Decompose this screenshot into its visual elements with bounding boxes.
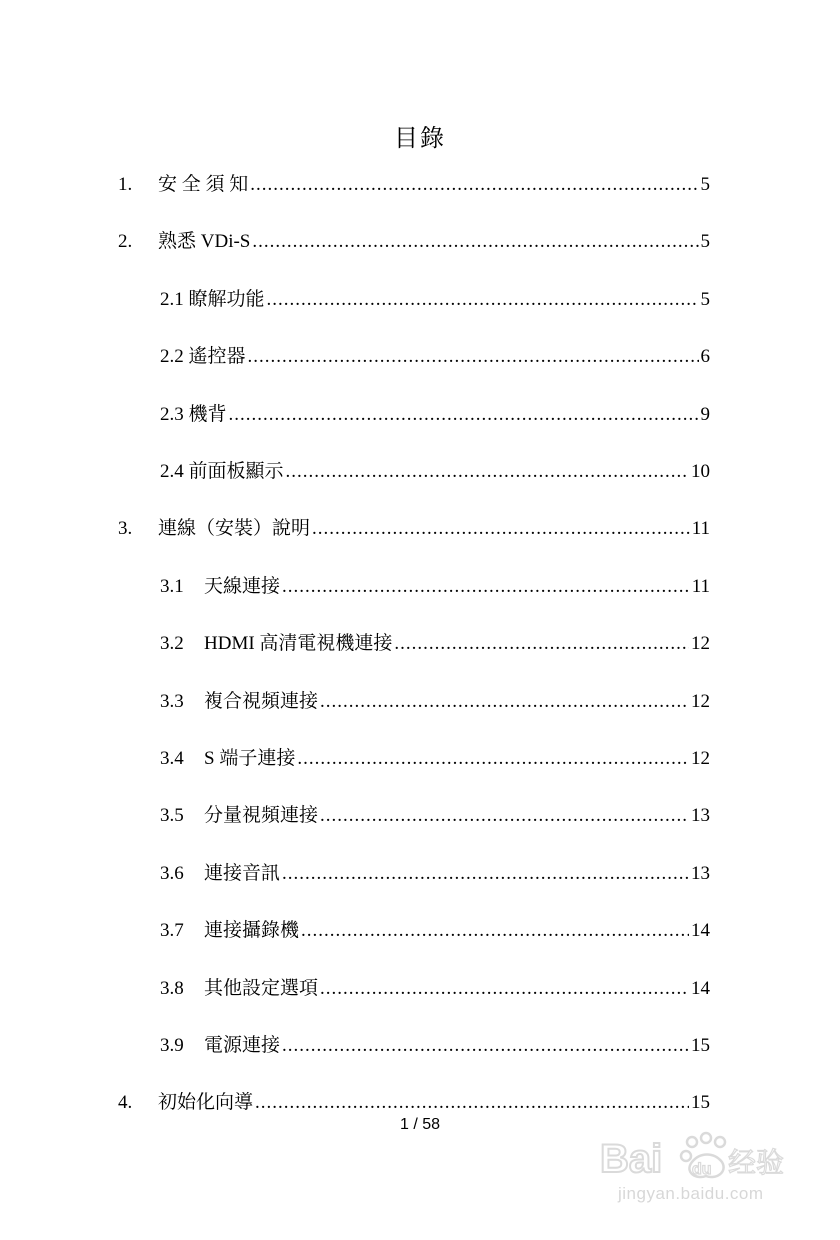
toc-entry-label: 2.1 瞭解功能 — [160, 289, 265, 310]
toc-entry[interactable] — [118, 172, 710, 198]
toc-entry[interactable] — [160, 402, 710, 428]
toc-entry-page-number: 15 — [691, 1092, 710, 1113]
toc-entry-number: 3.1 — [160, 576, 184, 597]
toc-dot-leader — [255, 1090, 689, 1116]
toc-entry[interactable] — [118, 229, 710, 255]
toc-entry-number: 3.7 — [160, 920, 184, 941]
toc-dot-leader — [297, 746, 689, 772]
toc-entry-number: 4. — [118, 1092, 133, 1113]
toc-entry[interactable] — [160, 918, 710, 944]
toc-dot-leader — [394, 631, 689, 657]
toc-dot-leader — [282, 861, 689, 887]
toc-entry-label: 連接音訊 — [204, 863, 281, 884]
toc-entry-page-number: 13 — [691, 863, 710, 884]
toc-entry[interactable] — [160, 574, 710, 600]
toc-entry-page-number: 12 — [691, 691, 710, 712]
toc-entry[interactable] — [160, 861, 710, 887]
toc-entry[interactable] — [160, 344, 710, 370]
toc-entry-number: 2. — [118, 231, 133, 252]
baidu-paw-icon — [596, 1128, 796, 1188]
toc-entry-page-number: 5 — [700, 231, 710, 252]
toc-entry-number: 3.8 — [160, 978, 184, 999]
toc-entry-number: 3.6 — [160, 863, 184, 884]
toc-entry[interactable] — [160, 976, 710, 1002]
toc-entry-label: 複合視頻連接 — [204, 691, 319, 712]
toc-entry-label: 2.4 前面板顯示 — [160, 461, 284, 482]
toc-dot-leader — [301, 918, 689, 944]
toc-entry[interactable] — [118, 1090, 710, 1116]
toc-entry-label: 連接攝錄機 — [204, 920, 300, 941]
page-indicator: 1 / 58 — [399, 1116, 441, 1133]
watermark-url: jingyan.baidu.com — [618, 1184, 764, 1203]
toc-entry-label: 連線（安裝）說明 — [158, 518, 311, 539]
toc-entry[interactable] — [160, 746, 710, 772]
toc-dot-leader — [252, 229, 698, 255]
toc-entry-label: 熟悉 VDi-S — [158, 231, 251, 252]
toc-entry-page-number: 12 — [691, 633, 710, 654]
toc-entry-page-number: 14 — [691, 920, 710, 941]
toc-entry-page-number: 13 — [691, 805, 710, 826]
toc-entry-page-number: 12 — [691, 748, 710, 769]
toc-entry-label: 2.2 遙控器 — [160, 346, 246, 367]
toc-dot-leader — [320, 689, 689, 715]
toc-entry-number: 3.5 — [160, 805, 184, 826]
page-title: 目錄 — [394, 126, 446, 152]
toc-entry-page-number: 6 — [700, 346, 710, 367]
toc-dot-leader — [248, 344, 699, 370]
toc-entry-page-number: 11 — [691, 518, 710, 539]
baidu-jingyan-watermark — [596, 1128, 796, 1212]
toc-entry-label: 安 全 須 知 — [158, 174, 249, 195]
toc-entry-label: 2.3 機背 — [160, 404, 227, 425]
toc-entry[interactable] — [160, 689, 710, 715]
toc-dot-leader — [282, 1033, 689, 1059]
toc-entry[interactable] — [118, 516, 710, 542]
toc-entry[interactable] — [160, 287, 710, 313]
toc-entry-number: 3.4 — [160, 748, 184, 769]
toc-entry[interactable] — [160, 631, 710, 657]
toc-entry-page-number: 10 — [691, 461, 710, 482]
toc-entry-label: 分量視頻連接 — [204, 805, 319, 826]
svg-text:经验: 经验 — [728, 1146, 785, 1179]
toc-entry[interactable] — [160, 459, 710, 485]
toc-entry-label: HDMI 高清電視機連接 — [204, 633, 393, 654]
toc-entry-number: 3.2 — [160, 633, 184, 654]
toc-dot-leader — [229, 402, 699, 428]
toc-entry-page-number: 14 — [691, 978, 710, 999]
toc-entry-number: 3.9 — [160, 1035, 184, 1056]
toc-entry[interactable] — [160, 803, 710, 829]
toc-entry-label: 其他設定選項 — [204, 978, 319, 999]
toc-entry-label: 天線連接 — [204, 576, 281, 597]
toc-entry-page-number: 11 — [691, 576, 710, 597]
toc-entry-number: 3.3 — [160, 691, 184, 712]
toc-entry-label: 電源連接 — [204, 1035, 281, 1056]
toc-entry-page-number: 9 — [700, 404, 710, 425]
toc-entry-label: 初始化向導 — [158, 1092, 254, 1113]
toc-entry-page-number: 5 — [700, 174, 710, 195]
toc-entry-number: 1. — [118, 174, 133, 195]
toc-dot-leader — [286, 459, 689, 485]
toc-dot-leader — [282, 574, 690, 600]
toc-dot-leader — [267, 287, 699, 313]
toc-dot-leader — [320, 803, 689, 829]
toc-entry-number: 3. — [118, 518, 133, 539]
toc-dot-leader — [250, 172, 698, 198]
toc-entry[interactable] — [160, 1033, 710, 1059]
toc-entry-label: S 端子連接 — [204, 748, 296, 769]
toc-entry-page-number: 5 — [700, 289, 710, 310]
toc-dot-leader — [312, 516, 690, 542]
svg-text:du: du — [692, 1161, 712, 1178]
toc-dot-leader — [320, 976, 689, 1002]
toc-entry-page-number: 15 — [691, 1035, 710, 1056]
svg-text:Bai: Bai — [600, 1137, 663, 1181]
